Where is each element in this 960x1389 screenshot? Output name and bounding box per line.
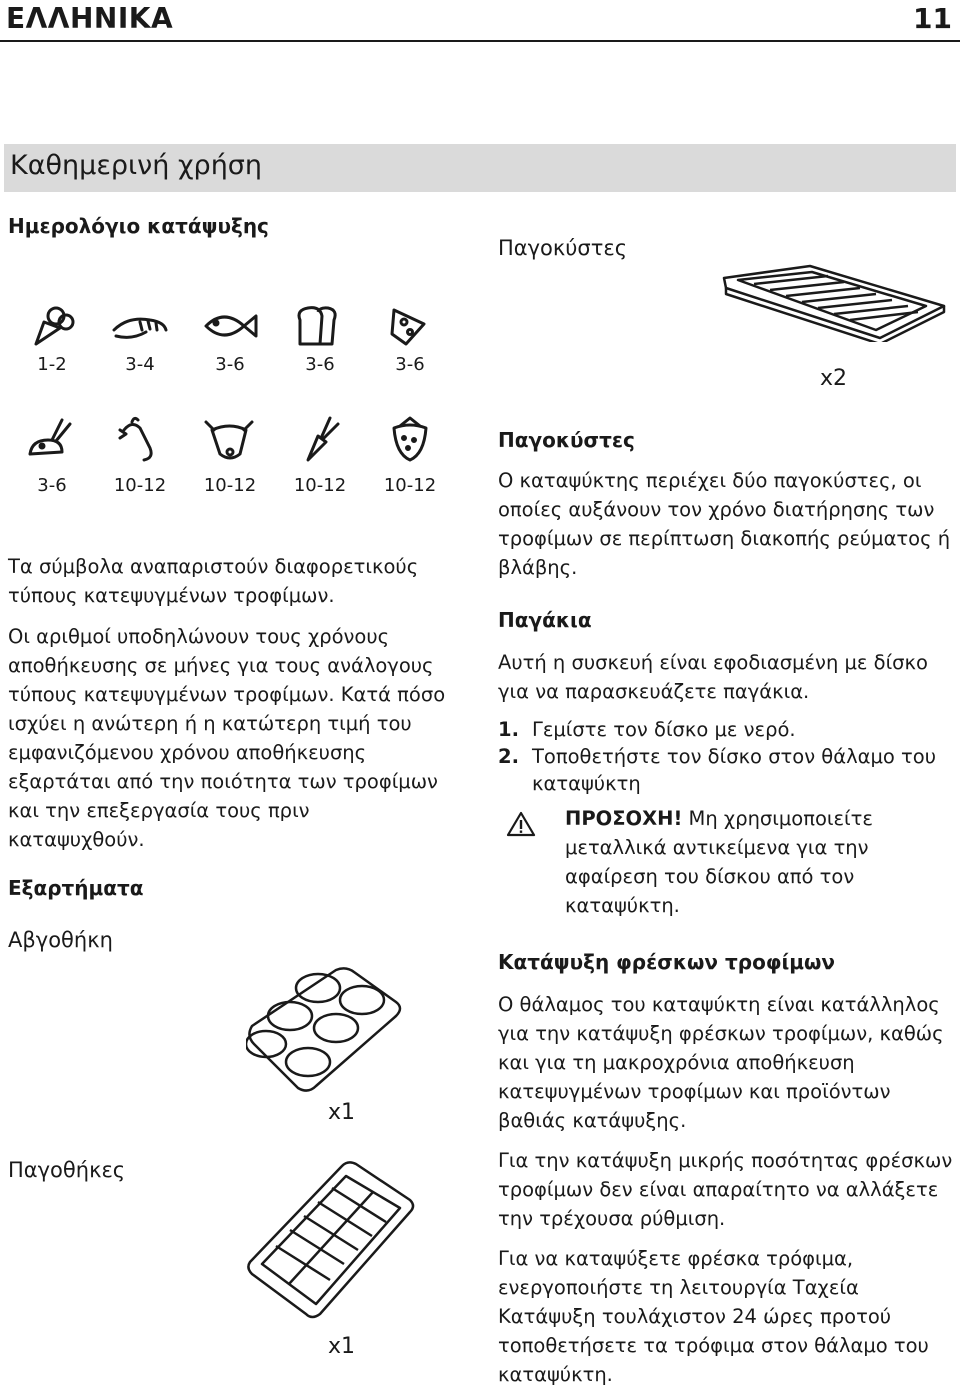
ice-tray-label: Παγοθήκες	[8, 1158, 126, 1182]
cheese-icon	[380, 300, 440, 350]
ice-cubes-steps	[498, 716, 953, 797]
language-header: ΕΛΛΗΝΙΚΑ	[6, 2, 174, 35]
fresh-food-paragraph: Για την κατάψυξη μικρής ποσότητας φρέσκων τροφίμων δεν είναι απαραίτητο να αλλάξετε την τρέχουσα ρύθμιση.	[498, 1149, 953, 1230]
storage-months: 10-12	[293, 475, 347, 496]
storage-months: 3-6	[395, 354, 425, 375]
bread-icon	[290, 300, 350, 350]
egg-tray-label: Αβγοθήκη	[8, 928, 113, 952]
step-text: Τοποθετήστε τον δίσκο στον θάλαμο του καταψύκτη	[532, 745, 936, 795]
storage-months: 10-12	[203, 475, 257, 496]
step-number: 1.	[498, 718, 519, 741]
strawberry-icon	[380, 414, 440, 464]
cold-accumulators-figure-label: Παγοκύστες	[498, 236, 628, 260]
step-text: Γεμίστε τον δίσκο με νερό.	[532, 718, 796, 741]
storage-months: 10-12	[113, 475, 167, 496]
storage-months: 3-6	[305, 354, 335, 375]
ice-tray-quantity: x1	[328, 1334, 356, 1359]
calendar-heading: Ημερολόγιο κατάψυξης	[8, 214, 269, 238]
ice-cubes-heading: Παγάκια	[498, 608, 592, 632]
rabbit-icon	[22, 414, 82, 464]
carrot-icon	[290, 414, 350, 464]
cow-icon	[200, 414, 260, 464]
section-title: Καθημερινή χρήση	[10, 150, 263, 181]
fish-icon	[200, 300, 260, 350]
accessories-heading: Εξαρτήματα	[8, 876, 144, 900]
fresh-food-heading: Κατάψυξη φρέσκων τροφίμων	[498, 950, 835, 974]
storage-months: 1-2	[37, 354, 67, 375]
header-divider	[0, 40, 960, 42]
step-number: 2.	[498, 745, 519, 768]
storage-months: 10-12	[383, 475, 437, 496]
egg-tray-illustration	[246, 966, 406, 1106]
cold-accumulators-heading: Παγοκύστες	[498, 428, 635, 452]
calendar-paragraph-symbols: Τα σύμβολα αναπαριστούν διαφορετικούς τύπους κατεψυγμένων τροφίμων.	[8, 555, 419, 607]
warning-icon	[506, 810, 536, 838]
warning-text: Μη χρησιμοποιείτε μεταλλικά αντικείμενα για την αφαίρεση του δίσκου από τον καταψύκτη.	[565, 807, 873, 917]
ice-cream-icon	[22, 300, 82, 350]
page-number: 11	[913, 2, 952, 35]
shrimp-icon	[110, 300, 170, 350]
cold-accumulators-text: Ο καταψύκτης περιέχει δύο παγοκύστες, οι οποίες αυξάνουν τον χρόνο διατήρησης των τροφίμων σε περίπτωση διακοπής ρεύματος ή βλάβης.	[498, 469, 951, 579]
ice-tray-illustration	[246, 1160, 416, 1320]
storage-months: 3-4	[125, 354, 155, 375]
storage-months: 3-6	[37, 475, 67, 496]
calendar-paragraph-numbers: Οι αριθμοί υποδηλώνουν τους χρόνους αποθήκευσης σε μήνες για τους ανάλογους τύπους κατεψυγμένων τροφίμων. Κατά πόσο ισχύει η ανώτερη ή η κατώτερη τιμή του εμφανιζόμενου χρόνου αποθήκευσης εξαρτάται από την ποιότητα των τροφίμων και την επεξεργασία τους πριν καταψυχθούν.	[8, 625, 446, 851]
cold-accumulators-quantity: x2	[820, 366, 848, 391]
storage-months: 3-6	[215, 354, 245, 375]
warning-title: ΠΡΟΣΟΧΗ!	[565, 807, 683, 830]
fresh-food-paragraph: Για να καταψύξετε φρέσκα τρόφιμα, ενεργοποιήστε τη λειτουργία Ταχεία Κατάψυξη τουλάχιστον 24 ώρες προτού τοποθετήσετε τα τρόφιμα στον θάλαμο του καταψύκτη.	[498, 1247, 929, 1386]
chicken-icon	[110, 414, 170, 464]
list-item	[498, 716, 953, 743]
fresh-food-paragraph: Ο θάλαμος του καταψύκτη είναι κατάλληλος για την κατάψυξη φρέσκων τροφίμων, καθώς και για τη μακροχρόνια αποθήκευση κατεψυγμένων τροφίμων και προϊόντων βαθιάς κατάψυξης.	[498, 993, 944, 1132]
egg-tray-quantity: x1	[328, 1100, 356, 1125]
cold-accumulators-illustration	[720, 262, 950, 342]
warning-notice	[565, 804, 955, 920]
list-item	[498, 743, 953, 797]
ice-cubes-intro: Αυτή η συσκευή είναι εφοδιασμένη με δίσκο για να παρασκευάζετε παγάκια.	[498, 651, 928, 703]
